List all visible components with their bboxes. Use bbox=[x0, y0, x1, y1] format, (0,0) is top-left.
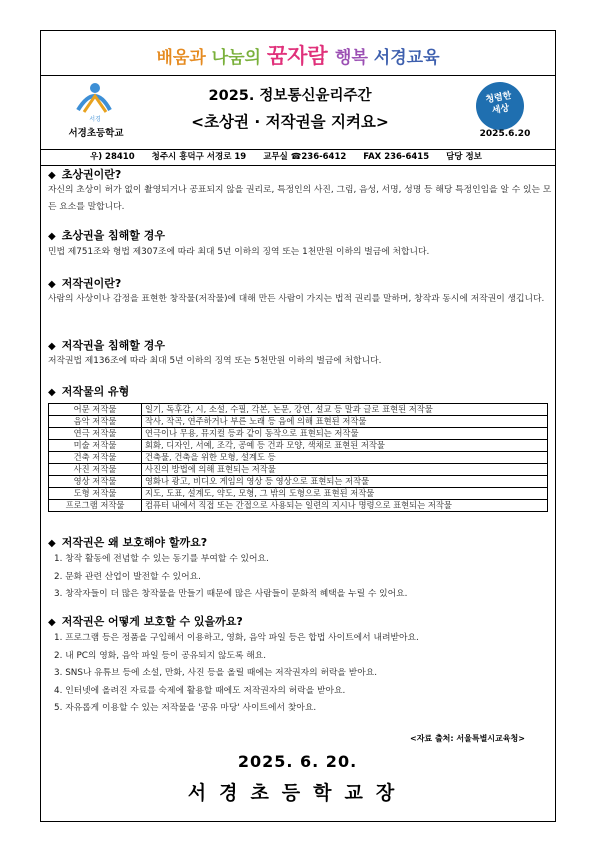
section-heading bbox=[48, 166, 121, 182]
heading-text: 저작권을 침해할 경우 bbox=[61, 339, 165, 352]
footer-date: 2025. 6. 20. bbox=[237, 752, 358, 771]
type-cell: 음악 저작물 bbox=[49, 416, 142, 428]
heading-text: 저작권이란? bbox=[61, 277, 122, 290]
postal-code: 우) 28410 bbox=[90, 152, 135, 162]
integrity-logo-text: 세상 bbox=[491, 103, 511, 117]
why-protect-list bbox=[54, 551, 407, 604]
desc-cell: 일기, 독후감, 시, 소설, 수필, 각본, 논문, 강연, 설교 등 말과 글로 표현된 저작물 bbox=[142, 404, 548, 416]
table-row bbox=[49, 404, 548, 416]
type-cell: 프로그램 저작물 bbox=[49, 500, 142, 512]
section-heading bbox=[48, 275, 121, 291]
type-cell: 연극 저작물 bbox=[49, 428, 142, 440]
slogan bbox=[40, 40, 556, 70]
section-heading bbox=[48, 613, 243, 629]
diamond-icon: ◆ bbox=[48, 617, 56, 628]
table-row bbox=[49, 488, 548, 500]
table-row bbox=[49, 416, 548, 428]
contact-person: 담당 정보 bbox=[446, 152, 482, 162]
heading-text: 저작권은 어떻게 보호할 수 있을까요? bbox=[61, 615, 243, 628]
section-heading bbox=[48, 337, 165, 353]
slogan-part: 꿈자람 bbox=[266, 44, 336, 68]
desc-cell: 연극이나 무용, 뮤지컬 등과 같이 동작으로 표현되는 저작물 bbox=[142, 428, 548, 440]
section-heading bbox=[48, 534, 207, 550]
slogan-part: 서경교육 bbox=[373, 48, 440, 68]
desc-cell: 영화나 광고, 비디오 게임의 영상 등 영상으로 표현되는 저작물 bbox=[142, 476, 548, 488]
type-cell: 사진 저작물 bbox=[49, 464, 142, 476]
diamond-icon: ◆ bbox=[48, 341, 56, 352]
school-logo bbox=[70, 80, 120, 124]
type-cell: 건축 저작물 bbox=[49, 452, 142, 464]
table-row bbox=[49, 464, 548, 476]
slogan-part: 행복 bbox=[335, 48, 374, 68]
principal-signature: 서경초등학교장 bbox=[187, 782, 408, 804]
section-body: 사람의 사상이나 감정을 표현한 창작물(저작물)에 대해 만든 사람이 가지는 법적 권리를 말하며, 창작과 동시에 저작권이 생깁니다. bbox=[48, 294, 545, 304]
title-line1: 2025. 정보통신윤리주간 bbox=[208, 88, 372, 104]
table-row bbox=[49, 452, 548, 464]
table-row bbox=[49, 428, 548, 440]
list-item: 2. 내 PC의 영화, 음악 파일 등이 공유되지 않도록 해요. bbox=[54, 650, 267, 661]
section-body: 민법 제751조와 형법 제307조에 따라 최대 5년 이하의 징역 또는 1천만원 이하의 벌금에 처합니다. bbox=[48, 247, 430, 257]
section-body: 자신의 초상이 허가 없이 촬영되거나 공표되지 않을 권리로, 특정인의 사진, 그림, 음성, 서명, 성명 등 해당 특정인임을 알 수 있는 모든 요소를 말합니다. bbox=[48, 185, 552, 212]
address-bar bbox=[40, 150, 556, 166]
desc-cell: 컴퓨터 내에서 직접 또는 간접으로 사용되는 일련의 지시나 명령으로 표현되는 저작물 bbox=[142, 500, 548, 512]
integrity-logo bbox=[472, 78, 528, 134]
work-types-table bbox=[48, 403, 548, 512]
source-note: <자료 출처: 서울특별시교육청> bbox=[410, 734, 525, 743]
diamond-icon: ◆ bbox=[48, 170, 56, 181]
desc-cell: 지도, 도표, 설계도, 약도, 모형, 그 밖의 도형으로 표현된 저작물 bbox=[142, 488, 548, 500]
slogan-part: 배움과 bbox=[156, 48, 212, 68]
list-item: 3. SNS나 유튜브 등에 소설, 만화, 사진 등을 올릴 때에는 저작권자의 허락을 받아요. bbox=[54, 668, 378, 678]
slogan-part: 나눔의 bbox=[211, 48, 267, 68]
desc-cell: 건축물, 건축을 위한 모형, 설계도 등 bbox=[142, 452, 548, 464]
diamond-icon: ◆ bbox=[48, 387, 56, 398]
type-cell: 어문 저작물 bbox=[49, 404, 142, 416]
heading-text: 저작물의 유형 bbox=[61, 385, 130, 398]
list-item: 2. 문화 관련 산업이 발전할 수 있어요. bbox=[54, 571, 201, 582]
heading-text: 초상권을 침해할 경우 bbox=[61, 229, 165, 242]
school-name: 서경초등학교 bbox=[68, 128, 124, 139]
type-cell: 도형 저작물 bbox=[49, 488, 142, 500]
slogan-banner bbox=[40, 30, 556, 76]
school-logo-text: 서경 bbox=[89, 116, 101, 123]
list-item: 1. 프로그램 등은 정품을 구입해서 이용하고, 영화, 음악 파일 등은 합법 사이트에서 내려받아요. bbox=[54, 633, 419, 643]
office-phone: 교무실 ☎236-6412 bbox=[263, 152, 347, 162]
list-item: 4. 인터넷에 올려진 자료를 숙제에 활용할 때에도 저작권자의 허락을 받아요. bbox=[54, 685, 346, 696]
desc-cell: 회화, 디자인, 서예, 조각, 공예 등 건과 모양, 색채로 표현된 저작물 bbox=[142, 440, 548, 452]
diamond-icon: ◆ bbox=[48, 279, 56, 290]
heading-text: 저작권은 왜 보호해야 할까요? bbox=[61, 536, 208, 549]
desc-cell: 작사, 작곡, 연주하거나 부른 노래 등 음에 의해 표현된 저작물 bbox=[142, 416, 548, 428]
section-heading bbox=[48, 227, 165, 243]
heading-text: 초상권이란? bbox=[61, 168, 122, 181]
table-row bbox=[49, 440, 548, 452]
issue-date: 2025.6.20 bbox=[479, 129, 531, 139]
table-row bbox=[49, 476, 548, 488]
section-body: 저작권법 제136조에 따라 최대 5년 이하의 징역 또는 5천만원 이하의 벌금에 처합니다. bbox=[48, 356, 382, 366]
newsletter-header bbox=[40, 76, 556, 150]
list-item: 3. 창작자들이 더 많은 창작물을 만들기 때문에 많은 사람들이 문화적 혜택을 누릴 수 있어요. bbox=[54, 589, 408, 599]
how-protect-list bbox=[54, 630, 419, 718]
diamond-icon: ◆ bbox=[48, 231, 56, 242]
street-address: 청주시 흥덕구 서경로 19 bbox=[151, 152, 247, 162]
desc-cell: 사진의 방법에 의해 표현되는 저작물 bbox=[142, 464, 548, 476]
section-heading bbox=[48, 383, 129, 399]
diamond-icon: ◆ bbox=[48, 538, 56, 549]
integrity-logo-text: 청렴한 bbox=[484, 90, 513, 106]
table-row bbox=[49, 500, 548, 512]
type-cell: 영상 저작물 bbox=[49, 476, 142, 488]
list-item: 1. 창작 활동에 전념할 수 있는 동기를 부여할 수 있어요. bbox=[54, 554, 269, 564]
fax-number: FAX 236-6415 bbox=[363, 152, 430, 162]
type-cell: 미술 저작물 bbox=[49, 440, 142, 452]
list-item: 5. 자유롭게 이용할 수 있는 저작물을 '공유 마당' 사이트에서 찾아요. bbox=[54, 703, 317, 713]
title-line2: <초상권 · 저작권을 지켜요> bbox=[191, 113, 389, 131]
